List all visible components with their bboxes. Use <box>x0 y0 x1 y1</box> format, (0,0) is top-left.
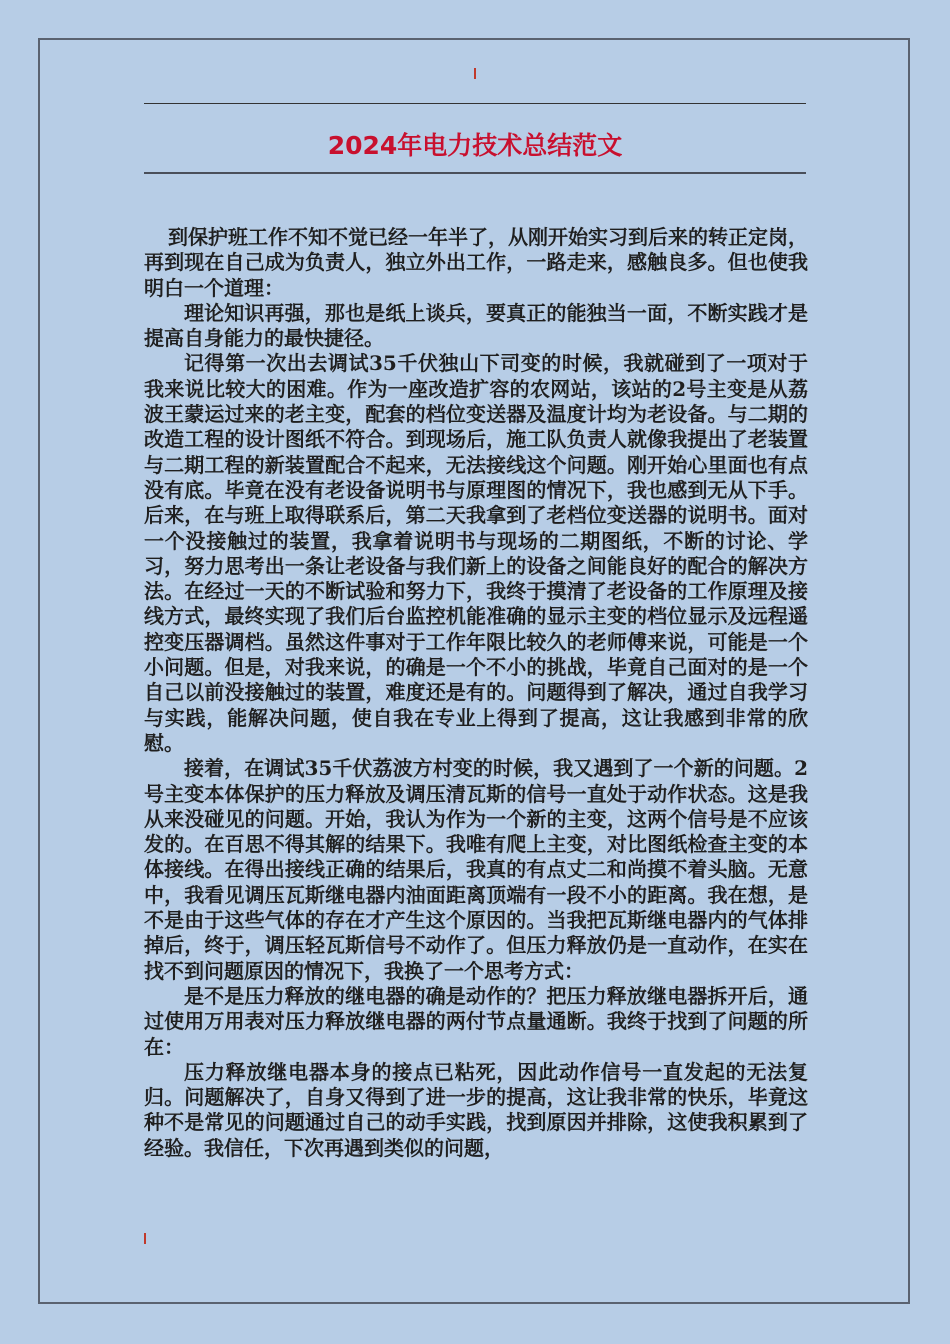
footer-mark <box>144 1233 146 1244</box>
paragraph-4: 接着，在调试35千伏荔波方村变的时候，我又遇到了一个新的问题。2号主变本体保护的压力释放及调压清瓦斯的信号一直处于动作状态。这是我从来没碰见的问题。开始，我认为作为一个新的主变，这两个信号是不应该发的。在百思不得其解的结果下。我唯有爬上主变，对比图纸检查主变的本体接线。在得出接线正确的结果后，我真的有点丈二和尚摸不着头脑。无意中，我看见调压瓦斯继电器内油面距离顶端有一段不小的距离。我在想，是不是由于这些气体的存在才产生这个原因的。当我把瓦斯继电器内的气体排掉后，终于，调压轻瓦斯信号不动作了。但压力释放仍是一直动作，在实在找不到问题原因的情况下，我换了一个思考方式： <box>144 756 808 983</box>
paragraph-1: 到保护班工作不知不觉已经一年半了，从刚开始实习到后来的转正定岗，再到现在自己成为负责人，独立外出工作，一路走来，感触良多。但也使我明白一个道理： <box>144 225 808 300</box>
paragraph-3: 记得第一次出去调试35千伏独山下司变的时候，我就碰到了一项对于我来说比较大的困难。作为一座改造扩容的农网站，该站的2号主变是从荔波王蒙运过来的老主变，配套的档位变送器及温度计均为老设备。与二期的改造工程的设计图纸不符合。到现场后，施工队负责人就像我提出了老装置与二期工程的新装置配合不起来，无法接线这个问题。刚开始心里面也有点没有底。毕竟在没有老设备说明书与原理图的情况下，我也感到无从下手。后来，在与班上取得联系后，第二天我拿到了老档位变送器的说明书。面对一个没接触过的装置，我拿着说明书与现场的二期图纸，不断的讨论、学习，努力思考出一条让老设备与我们新上的设备之间能良好的配合的解决方法。在经过一天的不断试验和努力下，我终于摸清了老设备的工作原理及接线方式，最终实现了我们后台监控机能准确的显示主变的档位显示及远程遥控变压器调档。虽然这件事对于工作年限比较久的老师傅来说，可能是一个小问题。但是，对我来说，的确是一个不小的挑战，毕竟自己面对的是一个自己以前没接触过的装置，难度还是有的。问题得到了解决，通过自我学习与实践，能解决问题，使自我在专业上得到了提高，这让我感到非常的欣慰。 <box>144 351 808 755</box>
paragraph-6: 压力释放继电器本身的接点已粘死，因此动作信号一直发起的无法复归。问题解决了，自身又得到了进一步的提高，这让我非常的快乐，毕竟这种不是常见的问题通过自己的动手实践，找到原因并排除，这使我积累到了经验。我信任，下次再遇到类似的问题， <box>144 1059 808 1160</box>
header-mark <box>474 68 476 79</box>
paragraph-5: 是不是压力释放的继电器的确是动作的？把压力释放继电器拆开后，通过使用万用表对压力释放继电器的两付节点量通断。我终于找到了问题的所在： <box>144 983 808 1059</box>
header-rule <box>144 103 806 104</box>
document-title: 2024年电力技术总结范文 <box>327 131 623 160</box>
document-body <box>144 225 808 1161</box>
title-rule <box>144 172 806 174</box>
paragraph-2: 理论知识再强，那也是纸上谈兵，要真正的能独当一面，不断实践才是提高自身能力的最快捷径。 <box>144 300 808 351</box>
